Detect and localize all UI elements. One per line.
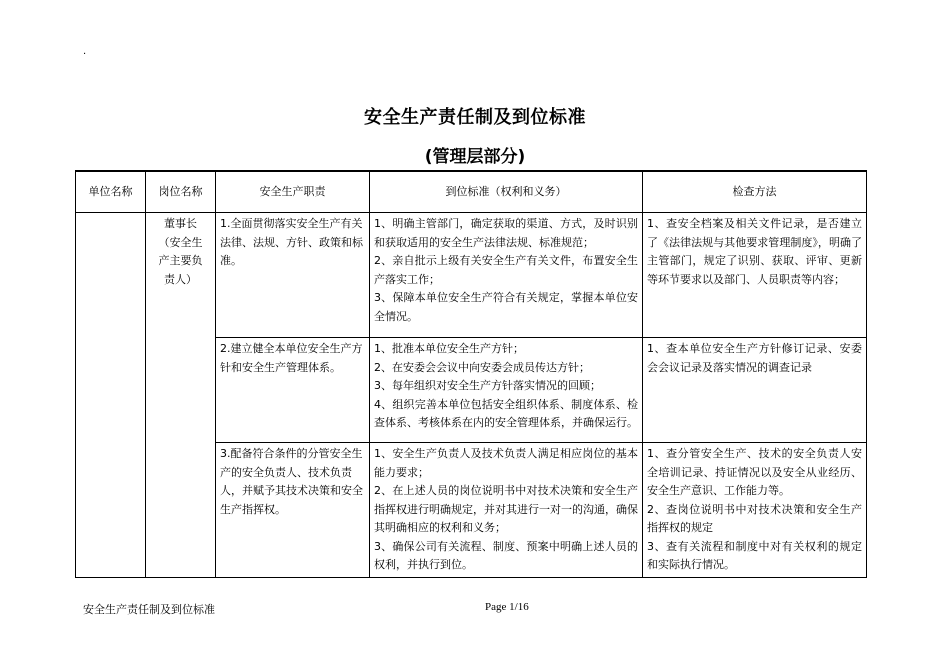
header-check-method: 检查方法 [643,171,867,213]
duty-cell: 1.全面贯彻落实安全生产有关法律、法规、方针、政策和标准。 [216,213,370,338]
post-name-cell: 董事长（安全生产主要负责人） [146,213,216,578]
document-title: 安全生产责任制及到位标准 [364,107,586,128]
check-cell: 1、查本单位安全生产方针修订记录、安委会会议记录及落实情况的调查记录 [643,338,867,443]
document-subtitle: (管理层部分) [424,147,526,167]
header-post-name: 岗位名称 [146,171,216,213]
check-cell: 1、查安全档案及相关文件记录，是否建立了《法律法规与其他要求管理制度》，明确了主管部门，规定了识别、获取、评审、更新等环节要求以及部门、人员职责等内容； [643,213,867,338]
standard-cell: 1、明确主管部门，确定获取的渠道、方式，及时识别和获取适用的安全生产法律法规、标准规范； 2、亲自批示上级有关安全生产有关文件，布置安全生产落实工作； 3、保障本单位安全生产符合有关规定，掌握本单位安全情况。 [370,213,643,338]
header-unit-name: 单位名称 [76,171,146,213]
standard-cell: 1、安全生产负责人及技术负责人满足相应岗位的基本能力要求； 2、在上述人员的岗位说明书中对技术决策和安全生产指挥权进行明确规定，并对其进行一对一的沟通，确保其明确相应的权利和义务； 3、确保公司有关流程、制度、预案中明确上述人员的权利，并执行到位。 [370,443,643,578]
header-safety-duty: 安全生产职责 [216,171,370,213]
header-standard: 到位标准（权利和义务） [370,171,643,213]
responsibility-table [75,170,867,578]
duty-cell: 2.建立健全本单位安全生产方针和安全生产管理体系。 [216,338,370,443]
page-mark: . [83,46,87,57]
table-row [76,213,867,338]
footer-title: 安全生产责任制及到位标准 [83,603,215,616]
unit-name-cell [76,213,146,578]
page-number: Page 1/16 [485,601,529,613]
table-header-row [76,171,867,213]
duty-cell: 3.配备符合条件的分管安全生产的安全负责人、技术负责人，并赋予其技术决策和安全生产指挥权。 [216,443,370,578]
standard-cell: 1、批准本单位安全生产方针； 2、在安委会会议中向安委会成员传达方针； 3、每年组织对安全生产方针落实情况的回顾； 4、组织完善本单位包括安全组织体系、制度体系、检查体系、考核体系在内的安全管理体系，并确保运行。 [370,338,643,443]
check-cell: 1、查分管安全生产、技术的安全负责人安全培训记录、持证情况以及安全从业经历、安全生产意识、工作能力等。 2、查岗位说明书中对技术决策和安全生产指挥权的规定 3、查有关流程和制度中对有关权利的规定和实际执行情况。 [643,443,867,578]
